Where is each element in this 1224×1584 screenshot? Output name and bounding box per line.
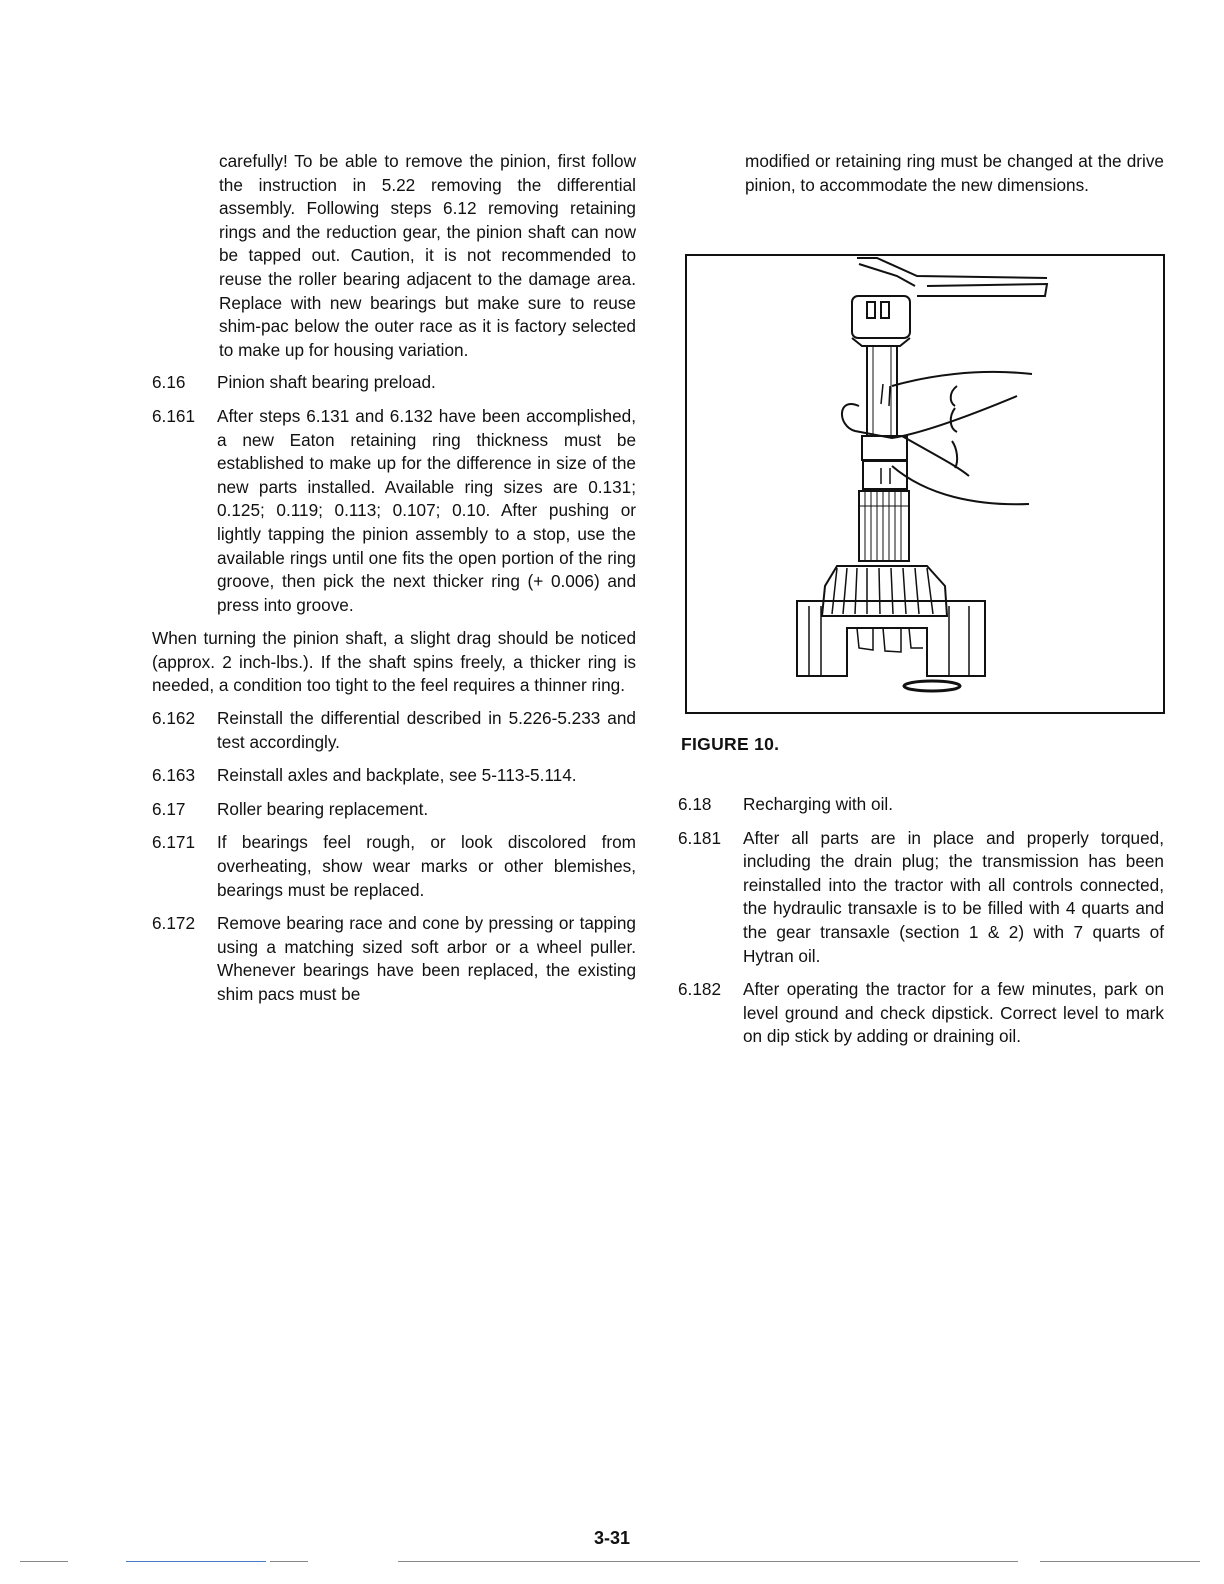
item-number: 6.18 — [678, 794, 712, 814]
item-number: 6.171 — [152, 832, 196, 853]
item-text: Pinion shaft bearing preload. — [217, 372, 436, 393]
footer-rule — [398, 1561, 1018, 1562]
list-item — [678, 827, 1164, 969]
footer-rule — [20, 1561, 68, 1562]
right-list — [678, 793, 1164, 1059]
item-text: After steps 6.131 and 6.132 have been accomplished, a new Eaton retaining ring thickness must be established to make up for the difference in size of the new parts installed. Available ring sizes are 0.131; 0.125; 0.119; 0.113; 0.107; 0.10. After pushing or lightly tapping the pinion assembly to a stop, use the available rings until one fits the open portion of the ring groove, then pick the next thicker ring (+ 0.006) and press into groove. — [217, 405, 636, 615]
list-item — [152, 798, 636, 822]
list-item — [678, 978, 1164, 1049]
item-number: 6.182 — [678, 979, 722, 1000]
item-number: 6.172 — [152, 913, 196, 934]
item-text: Reinstall the differential described in 5.226-5.233 and test accordingly. — [217, 708, 636, 752]
right-column — [678, 150, 1164, 206]
item-text: Roller bearing replacement. — [217, 798, 429, 819]
pinion-illustration — [687, 256, 1163, 712]
left-column — [152, 150, 636, 1017]
footer-rule — [270, 1561, 308, 1562]
item-text: Reinstall axles and backplate, see 5-113-5.114. — [217, 765, 577, 786]
item-number: 6.181 — [678, 827, 722, 848]
list-item — [152, 764, 636, 788]
intro-paragraph: carefully! To be able to remove the pinion, first follow the instruction in 5.22 removing the differential assembly. Following steps 6.12 removing retaining rings and the reduction gear, the pinion shaft can now be tapped out. Caution, it is not recommended to reuse the roller bearing adjacent to the damage area. Replace with new bearings but make sure to reuse shim-pac below the outer race as it is factory selected to make up for housing variation. — [219, 151, 636, 360]
note-paragraph: When turning the pinion shaft, a slight drag should be noticed (approx. 2 inch-lbs.). If the shaft spins freely, a thicker ring is needed, a condition too tight to the feel requires a thinner ring. — [152, 628, 636, 696]
right-intro-paragraph: modified or retaining ring must be changed at the drive pinion, to accommodate the new dimensions. — [745, 151, 1164, 195]
item-number: 6.16 — [152, 372, 186, 393]
item-text: After operating the tractor for a few minutes, park on level ground and check dipstick. Correct level to mark on dip stick by adding or draining oil. — [743, 979, 1164, 1047]
item-number: 6.17 — [152, 798, 186, 819]
list-item — [678, 793, 1164, 817]
list-item — [152, 831, 636, 902]
figure-caption: FIGURE 10. — [681, 734, 780, 754]
footer-rule — [1040, 1561, 1200, 1562]
item-number: 6.161 — [152, 405, 196, 426]
list-item — [152, 707, 636, 754]
item-text: Remove bearing race and cone by pressing or tapping using a matching sized soft arbor or a wheel puller. Whenever bearings have been replaced, the existing shim pacs must be — [217, 913, 636, 1004]
item-number: 6.162 — [152, 708, 196, 729]
list-item — [152, 371, 636, 395]
item-text: After all parts are in place and properly torqued, including the drain plug; the transmission has been reinstalled into the tractor with all controls connected, the hydraulic transaxle is to be filled with 4 quarts and the gear transaxle (section 1 & 2) with 7 quarts of Hytran oil. — [743, 827, 1164, 966]
item-text: If bearings feel rough, or look discolored from overheating, show wear marks or other blemishes, bearings must be replaced. — [217, 832, 636, 900]
item-text: Recharging with oil. — [743, 794, 893, 814]
page-number: 3-31 — [593, 1528, 631, 1548]
list-item — [152, 405, 636, 617]
list-item — [152, 912, 636, 1006]
figure-10 — [685, 254, 1165, 714]
item-number: 6.163 — [152, 765, 196, 786]
footer-rule — [126, 1561, 266, 1562]
